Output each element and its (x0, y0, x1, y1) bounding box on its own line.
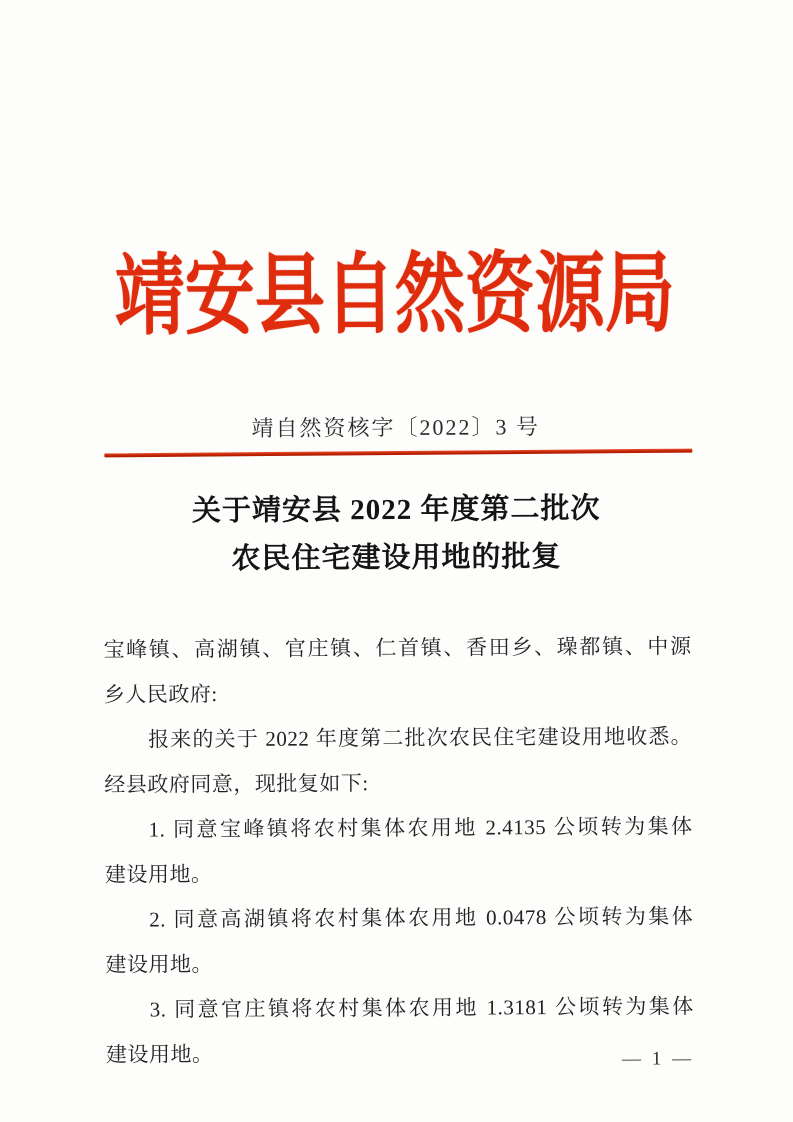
body-line-item-2: 2. 同意高湖镇将农村集体农用地 0.0478 公顷转为集体 (149, 904, 694, 932)
body-line-intro-continued: 经县政府同意，现批复如下: (104, 771, 369, 797)
page-number: — 1 — (621, 1048, 695, 1070)
body-line-item-1-continued: 建设用地。 (104, 862, 213, 887)
body-line-intro: 报来的关于 2022 年度第二批次农民住宅建设用地收悉。 (148, 724, 693, 752)
body-line-item-3: 3. 同意官庄镇将农村集体农用地 1.3181 公顷转为集体 (149, 994, 694, 1022)
red-divider-line (104, 449, 692, 458)
body-line-item-1: 1. 同意宝峰镇将农村集体农用地 2.4135 公顷转为集体 (148, 814, 693, 842)
body-line-addressees: 宝峰镇、高湖镇、官庄镇、仁首镇、香田乡、璪都镇、中源 (103, 634, 692, 662)
body-line-addressees-continued: 乡人民政府: (103, 682, 218, 707)
document-title-line-1: 关于靖安县 2022 年度第二批次 (191, 492, 601, 528)
document-title (0, 484, 793, 585)
document-reference-number: 靖自然资核字〔2022〕3 号 (251, 414, 541, 441)
document-body (103, 624, 694, 1078)
document-title-line-2: 农民住宅建设用地的批复 (231, 540, 562, 576)
body-line-item-3-continued: 建设用地。 (105, 1042, 214, 1067)
body-line-item-2-continued: 建设用地。 (105, 952, 214, 977)
agency-header-title: 靖安县自然资源局 (114, 246, 676, 347)
